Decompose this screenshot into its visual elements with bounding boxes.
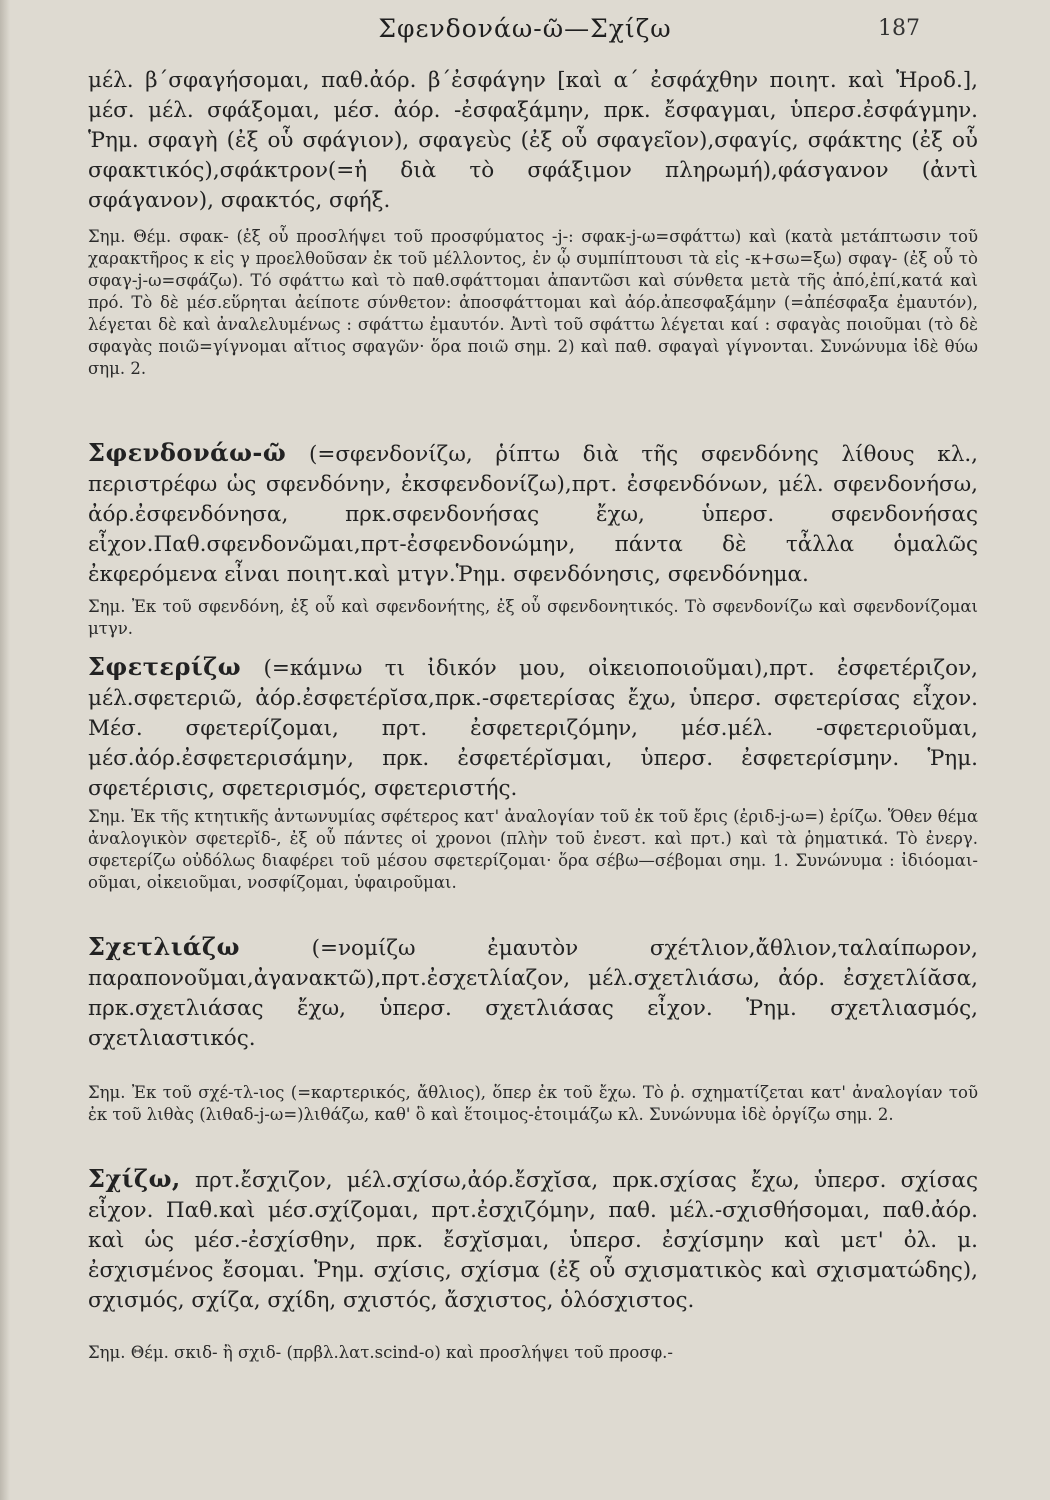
page-spine-shadow [0,0,10,1500]
note-block [88,1082,978,1126]
note-block [88,806,978,894]
entry-sfeterizo [88,652,978,804]
entry-text: (=σφενδονίζω, ῥίπτω διὰ τῆς σφενδόνης λίθους κλ., περιστρέφω ὡς σφενδόνην, ἐκσφενδονίζω),πρτ. ἐσφενδόνων, μέλ. σφενδονήσω, ἀόρ.ἐσφενδόνησα, πρκ.σφενδονήσας ἔχω, ὑπερσ. σφενδονήσας εἶχον.Παθ.σφενδονῶμαι,πρτ-ἐσφενδονώμην, πάντα δὲ τἆλλα ὁμαλῶς ἐκφερόμενα εἶναι ποιητ.καὶ μτγν.Ῥημ. σφενδόνησις, σφενδόνημα. [88,442,978,587]
note-text: Σημ. Θέμ. σφακ- (ἐξ οὗ προσλήψει τοῦ προσφύματος -j-: σφακ-j-ω=σφάττω) καὶ (κατὰ μετάπτωσιν τοῦ χαρακτῆρος κ εἰς γ προελθοῦσαν ἐκ τοῦ μέλλοντος, ἐν ᾧ συμπίπτουσι τὰ εἰς -κ+σω=ξω) σφαγ- (ἐξ οὗ τὸ σφαγ-j-ω=σφάζω). Τό σφάττω καὶ τὸ παθ.σφάττομαι ἀπαντῶσι καὶ σύνθετα μετὰ τῆς ἀπό,ἐπί,κατά καὶ πρό. Τὸ δὲ μέσ.εὕρηται ἀείποτε σύνθετον: ἀποσφάττομαι καὶ ἀόρ.ἀπεσφαξάμην (=ἀπέσφαξα ἐμαυτόν), λέγεται δὲ καὶ ἀναλελυμένως : σφάττω ἐμαυτόν. Ἀντὶ τοῦ σφάττω λέγεται καί : σφαγὰς ποιοῦμαι (τὸ δὲ σφαγὰς ποιῶ=γίγνομαι αἴτιος σφαγῶν· ὅρα ποιῶ σημ. 2) καὶ παθ. σφαγαὶ γίγνονται. Συνώνυμα ἰδὲ θύω σημ. 2. [88,227,978,378]
entry-schizo [88,1164,978,1316]
note-text: Σημ. Θέμ. σκιδ- ἢ σχιδ- (πρβλ.λατ.scind-o) καὶ προσλήψει τοῦ προσφ.- [88,1343,673,1362]
headword: Σχίζω, [88,1164,181,1193]
entry-text: (=νομίζω ἐμαυτὸν σχέτλιον,ἄθλιον,ταλαίπωρον, παραπονοῦμαι,ἀγανακτῶ),πρτ.ἐσχετλίαζον, μέλ.σχετλιάσω, ἀόρ. ἐσχετλίᾰσα, πρκ.σχετλιάσας ἔχω, ὑπερσ. σχετλιάσας εἶχον. Ῥημ. σχετλιασμός, σχετλιαστικός. [88,936,978,1051]
note-block [88,596,978,640]
headword: Σφετερίζω [88,652,242,681]
note-text: Σημ. Ἐκ τῆς κτητικῆς ἀντωνυμίας σφέτερος κατ' ἀναλογίαν τοῦ ἐκ τοῦ ἔρις (ἐριδ-j-ω=) ἐρίζω. Ὅθεν θέμα ἀναλογικὸν σφετερῐδ-, ἐξ οὗ πάντες οἱ χρονοι (πλὴν τοῦ ἐνεστ. καὶ πρτ.) καὶ τὰ ῥηματικά. Τὸ ἐνεργ. σφετερίζω οὐδόλως διαφέρει τοῦ μέσου σφετερίζομαι· ὅρα σέβω—σέβομαι σημ. 1. Συνώνυμα : ἰδιόομαι-οῦμαι, οἰκειοῦμαι, νοσφίζομαι, ὑφαιροῦμαι. [88,807,978,892]
entry-text: μέλ. β΄σφαγήσομαι, παθ.ἀόρ. β΄ἐσφάγην [καὶ α΄ ἐσφάχθην ποιητ. καὶ Ἡροδ.], μέσ. μέλ. σφάξομαι, μέσ. ἀόρ. -ἐσφαξάμην, πρκ. ἔσφαγμαι, ὑπερσ.ἐσφάγμην. Ῥημ. σφαγὴ (ἐξ οὗ σφάγιον), σφαγεὺς (ἐξ οὗ σφαγεῖον),σφαγίς, σφάκτης (ἐξ οὗ σφακτικός),σφάκτρον(=ἡ διὰ τὸ σφάξιμον πληρωμή),φάσγανον (ἀντὶ σφάγανον), σφακτός, σφήξ. [88,68,978,213]
entry-continuation [88,66,978,216]
note-block [88,1342,978,1364]
entry-text: (=κάμνω τι ἰδικόν μου, οἰκειοποιοῦμαι),πρτ. ἐσφετέριζον, μέλ.σφετεριῶ, ἀόρ.ἐσφετέρῐσα,πρκ.-σφετερίσας ἔχω, ὑπερσ. σφετερίσας εἶχον. Μέσ. σφετερίζομαι, πρτ. ἐσφετεριζόμην, μέσ.μέλ. -σφετεριοῦμαι, μέσ.ἀόρ.ἐσφετερισάμην, πρκ. ἐσφετέρῐσμαι, ὑπερσ. ἐσφετερίσμην. Ῥημ. σφετέρισις, σφετερισμός, σφετεριστής. [88,656,978,801]
note-block [88,226,978,380]
page-header [0,10,1050,46]
note-text: Σημ. Ἐκ τοῦ σχέ-τλ-ιος (=καρτερικός, ἄθλιος), ὅπερ ἐκ τοῦ ἔχω. Τὸ ῥ. σχηματίζεται κατ' ἀναλογίαν τοῦ ἐκ τοῦ λιθὰς (λιθαδ-j-ω=)λιθάζω, καθ' ὃ καὶ ἕτοιμος-ἑτοιμάζω κλ. Συνώνυμα ἰδὲ ὀργίζω σημ. 2. [88,1083,978,1124]
running-head: Σφενδονάω-ῶ—Σχίζω [378,14,672,43]
headword: Σχετλιάζω [88,932,240,961]
entry-sfendonao [88,438,978,590]
headword: Σφενδονάω-ῶ [88,438,287,467]
note-text: Σημ. Ἐκ τοῦ σφενδόνη, ἐξ οὗ καὶ σφενδονήτης, ἐξ οὗ σφενδονητικός. Τὸ σφενδονίζω καὶ σφενδονίζομαι μτγν. [88,597,978,638]
entry-text: πρτ.ἔσχιζον, μέλ.σχίσω,ἀόρ.ἔσχῐσα, πρκ.σχίσας ἔχω, ὑπερσ. σχίσας εἶχον. Παθ.καὶ μέσ.σχίζομαι, πρτ.ἐσχιζόμην, παθ. μέλ.-σχισθήσομαι, παθ.ἀόρ. καὶ ὡς μέσ.-ἐσχίσθην, πρκ. ἔσχῐσμαι, ὑπερσ. ἐσχίσμην καὶ μετ' ὀλ. μ. ἐσχισμένος ἔσομαι. Ῥημ. σχίσις, σχίσμα (ἐξ οὗ σχισματικὸς καὶ σχισματώδης), σχισμός, σχίζα, σχίδη, σχιστός, ἄσχιστος, ὁλόσχιστος. [88,1168,978,1313]
entry-schetliazo [88,932,978,1054]
page-number: 187 [878,16,920,41]
